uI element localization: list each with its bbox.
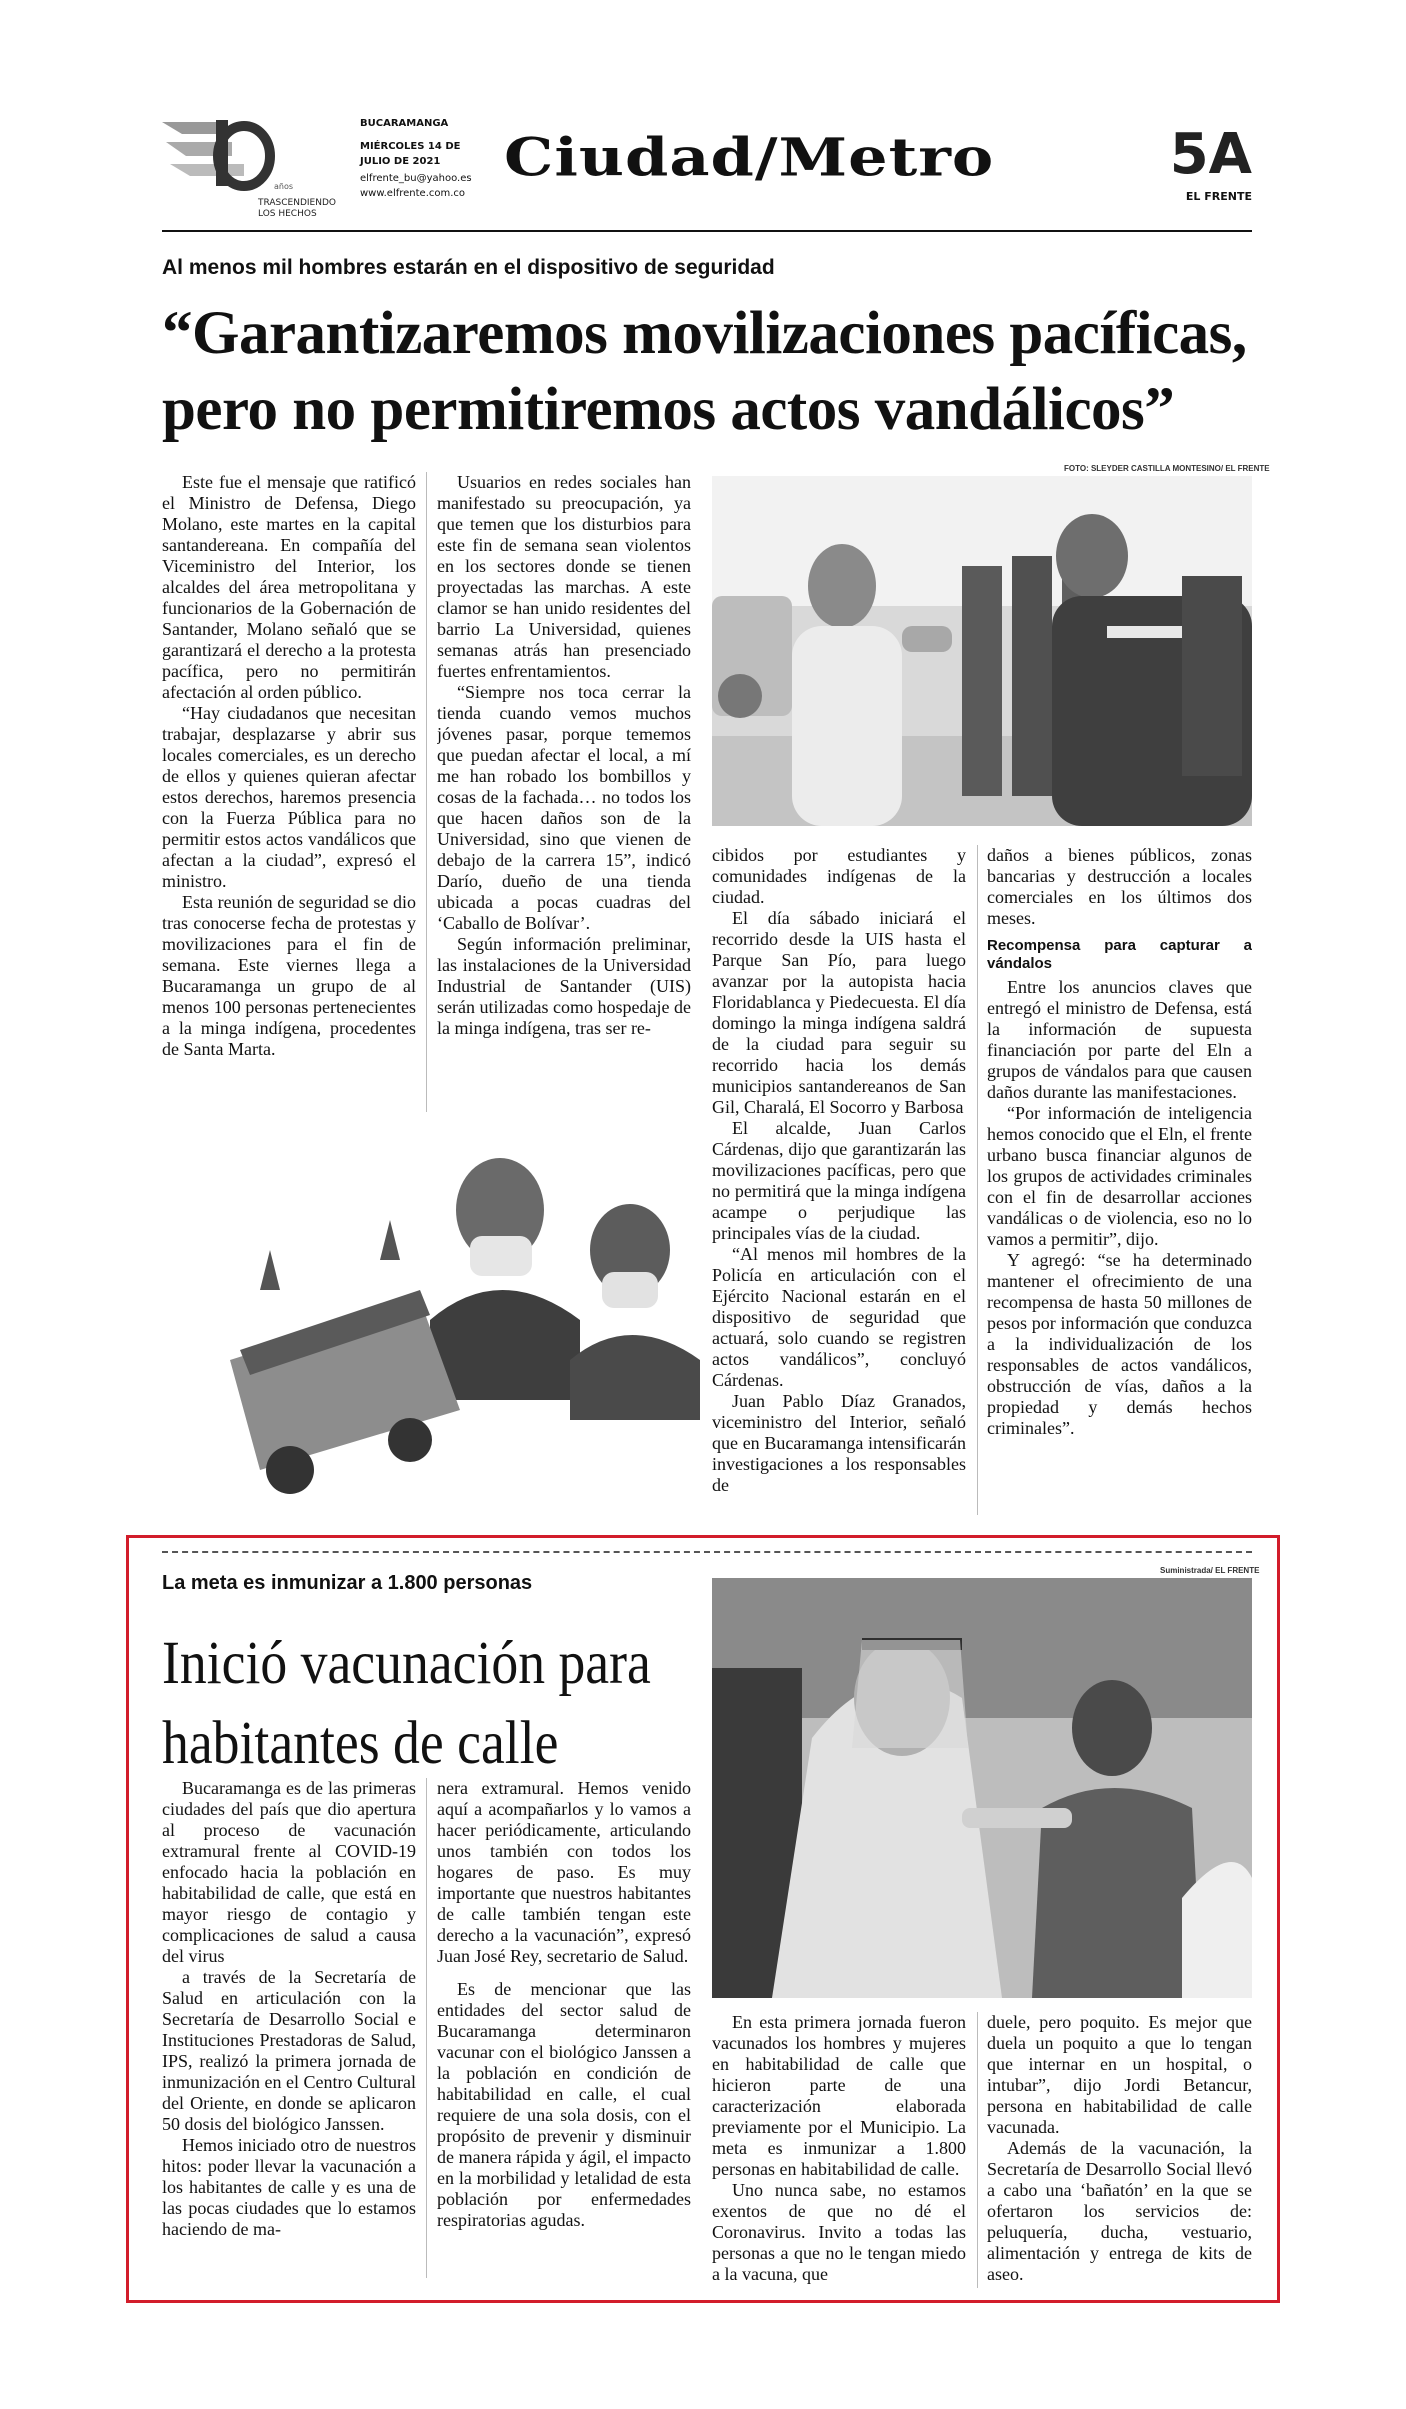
paragraph: nera extramural. Hemos venido aquí a acompañarlos y lo vamos a hacer periódicamente, articulando unos también con todos los hogares de paso. Es muy importante que nuestros habitantes de calle también tengan este derecho a la vacunación”, expresó Juan José Rey, secretario de Salud.: [437, 1778, 691, 1966]
article1-secondary-photo: [200, 1140, 700, 1500]
masthead-info: [360, 116, 480, 201]
article2-photo-credit: Suministrada/ EL FRENTE: [1160, 1566, 1260, 1575]
paragraph: “Por información de inteligencia hemos conocido que el Eln, el frente urbano busca financiar algunos de los grupos de actividades criminales con el fin de desarrollar acciones vandálicas o de violencia, eso no lo vamos a permitir”, dijo.: [987, 1103, 1252, 1249]
article1-column-2: [437, 472, 691, 1122]
paragraph: Entre los anuncios claves que entregó el ministro de Defensa, está la información de supuesta financiación por parte del Eln a grupos de vándalos para que causen daños durante las manifestaciones.: [987, 977, 1252, 1102]
masthead-date: MIÉRCOLES 14 DE JULIO DE 2021: [360, 141, 461, 167]
logo-small-label: años: [274, 182, 294, 191]
paragraph: El día sábado iniciará el recorrido desde la UIS hasta el Parque San Pío, para luego avanzar por la autopista hacia Floridablanca y Piedecuesta. El día domingo la minga indígena saldrá de la ciudad para seguir su recorrido hacia los demás municipios santandereanos de San Gil, Charalá, El Socorro y Barbosa: [712, 908, 966, 1117]
vaccination-photo-icon: [712, 1578, 1252, 1998]
paragraph: Bucaramanga es de las primeras ciudades del país que dio apertura al proceso de vacunación extramural frente al COVID-19 enfocado hacia la población en habitabilidad de calle, que está en mayor riesgo de contagio y complicaciones de salud a causa del virus: [162, 1778, 416, 1966]
paragraph: cibidos por estudiantes y comunidades indígenas de la ciudad.: [712, 845, 966, 907]
paragraph: El alcalde, Juan Carlos Cárdenas, dijo que garantizarán las movilizaciones pacíficas, pero que no permitirá que la minga indígena acampe o perjudique las principales vías de la ciudad.: [712, 1118, 966, 1243]
article1-column-1: [162, 472, 416, 1112]
paragraph: “Siempre nos toca cerrar la tienda cuando vemos muchos jóvenes pasar, porque tememos que puedan afectar el local, a mí me han robado los bombillos y cosas de la fachada… no todos los que hacen daños son de la Universidad, sino que vienen de debajo de la carrera 15”, indicó Darío, dueño de una tienda ubicada a pocas cuadras del ‘Caballo de Bolívar’.: [437, 682, 691, 933]
article1-headline: [162, 296, 1252, 448]
page-number: 5A: [1169, 122, 1252, 187]
paragraph: daños a bienes públicos, zonas bancarias y destrucción a locales comerciales en los últimos dos meses.: [987, 845, 1252, 928]
paragraph: “Hay ciudadanos que necesitan trabajar, desplazarse y abrir sus locales comerciales, es un derecho de ellos y quienes quieran afectar estos derechos, haremos presencia con la Fuerza Pública para no permitir estos actos vandálicos que afectan a la ciudad”, expresó el ministro.: [162, 703, 416, 891]
article1-headline-line2: pero no permitiremos actos vandálicos”: [162, 376, 1175, 443]
dashed-rule: [162, 1551, 1252, 1553]
article1-subhead: Recompensa para capturar a vándalos: [987, 937, 1252, 972]
column-separator: [977, 2012, 978, 2288]
paragraph: Este fue el mensaje que ratificó el Ministro de Defensa, Diego Molano, este martes en la capital santandereana. En compañía del Viceministro del Interior, los alcaldes del área metropolitana y funcionarios de la Gobernación de Santander, Molano señaló que se garantizará el derecho a la protesta pacífica, pero no permitirán afectación al orden público.: [162, 472, 416, 702]
paragraph: Esta reunión de seguridad se dio tras conocerse fecha de protestas y movilizaciones para el fin de semana. Este viernes llega a Bucaramanga un grupo de al menos 100 personas pertenecientes a la minga indígena, procedentes de Santa Marta.: [162, 892, 416, 1059]
article1-main-photo: [712, 476, 1252, 826]
article2-headline: [162, 1624, 655, 1784]
article2-headline-line1: Inició vacunación para: [162, 1630, 651, 1697]
article1-column-4: [987, 845, 1252, 1515]
masthead-email[interactable]: elfrente_bu@yahoo.es: [360, 173, 472, 184]
article2-column-4: [987, 2012, 1252, 2288]
article2-headline-line2: habitantes de calle: [162, 1710, 559, 1777]
article1-column-3: [712, 845, 966, 1515]
paragraph: duele, pero poquito. Es mejor que duela un poquito a que lo tengan que internar en un hospital, o intubar”, dijo Jordi Betancur, persona en habitabilidad de calle vacunada.: [987, 2012, 1252, 2137]
article2-kicker: La meta es inmunizar a 1.800 personas: [162, 1572, 533, 1594]
article1-kicker: Al menos mil hombres estarán en el dispositivo de seguridad: [162, 256, 775, 279]
logo-caption: TRASCENDIENDO LOS HECHOS: [258, 198, 336, 219]
column-separator: [426, 1778, 427, 2278]
article1-photo-credit: FOTO: SLEYDER CASTILLA MONTESINO/ EL FRENTE: [1064, 464, 1270, 473]
paragraph: Uno nunca sabe, no estamos exentos de que no dé el Coronavirus. Invito a todas las personas a que no le tengan miedo a la vacuna, que: [712, 2180, 966, 2284]
paragraph: Además de la vacunación, la Secretaría de Desarrollo Social llevó a cabo una ‘bañatón’ en la que se ofertaron los servicios de: peluquería, ducha, vestuario, alimentación y entrega de kits de aseo.: [987, 2138, 1252, 2284]
article2-column-1: [162, 1778, 416, 2278]
masthead: [162, 112, 1252, 230]
article2-column-2: [437, 1778, 691, 2278]
masthead-rule: [162, 230, 1252, 232]
paragraph: Según información preliminar, las instalaciones de la Universidad Industrial de Santander (UIS) serán utilizadas como hospedaje de la minga indígena, tras ser re-: [437, 934, 691, 1038]
paragraph: Juan Pablo Díaz Granados, viceministro del Interior, señaló que en Bucaramanga intensificarán investigaciones a los responsables de: [712, 1391, 966, 1495]
masthead-website[interactable]: www.elfrente.com.co: [360, 188, 466, 199]
masthead-city: BUCARAMANGA: [360, 118, 449, 129]
minga-bus-photo-icon: [200, 1140, 700, 1500]
paragraph: a través de la Secretaría de Salud en articulación con la Secretaría de Desarrollo Social e Instituciones Prestadoras de Salud, IPS, realizó la primera jornada de inmunización en el Centro Cultural del Oriente, en donde se aplicaron 50 dosis del biológico Janssen.: [162, 1967, 416, 2134]
column-separator: [426, 472, 427, 1112]
column-separator: [977, 845, 978, 1515]
paragraph: Hemos iniciado otro de nuestros hitos: poder llevar la vacunación a los habitantes de calle y es una de las pocas ciudades que lo estamos haciendo de ma-: [162, 2135, 416, 2239]
paragraph: Usuarios en redes sociales han manifestado su preocupación, ya que temen que los disturbios para este fin de semana sean violentos en los sectores donde se tienen proyectadas las marchas. A este clamor se han unido residentes del barrio La Universidad, quienes semanas atrás han presenciado fuertes enfrentamientos.: [437, 472, 691, 681]
paragraph: En esta primera jornada fueron vacunados los hombres y mujeres en habitabilidad de calle que hicieron parte de una caracterización elaborada previamente por el Municipio. La meta es inmunizar a 1.800 personas en habitabilidad de calle.: [712, 2012, 966, 2179]
newspaper-logo: [162, 116, 342, 220]
section-title: Ciudad/Metro: [504, 126, 995, 189]
paragraph: Es de mencionar que las entidades del sector salud de Bucaramanga determinaron vacunar con el biológico Janssen a la población en condición de habitabilidad en calle, el cual requiere de una sola dosis, con el propósito de prevenir y disminuir de manera rápida y ágil, el impacto en la morbilidad y letalidad de esta población por enfermedades respiratorias agudas.: [437, 1979, 691, 2230]
paper-name: EL FRENTE: [1185, 190, 1252, 203]
article2-column-3: [712, 2012, 966, 2288]
article1-headline-line1: “Garantizaremos movilizaciones pacíficas,: [162, 300, 1247, 367]
article2-main-photo: [712, 1578, 1252, 1998]
minister-greeting-photo-icon: [712, 476, 1252, 826]
paragraph: Y agregó: “se ha determinado mantener el ofrecimiento de una recompensa de hasta 50 millones de pesos por información que conduzca a la individualización de los responsables de actos vandálicos, obstrucción de vías, daños a la propiedad y demás hechos criminales”.: [987, 1250, 1252, 1438]
paragraph: “Al menos mil hombres de la Policía en articulación con el Ejército Nacional estarán en el dispositivo de seguridad que actuará, solo cuando se registren actos vandálicos”, concluyó Cárdenas.: [712, 1244, 966, 1390]
